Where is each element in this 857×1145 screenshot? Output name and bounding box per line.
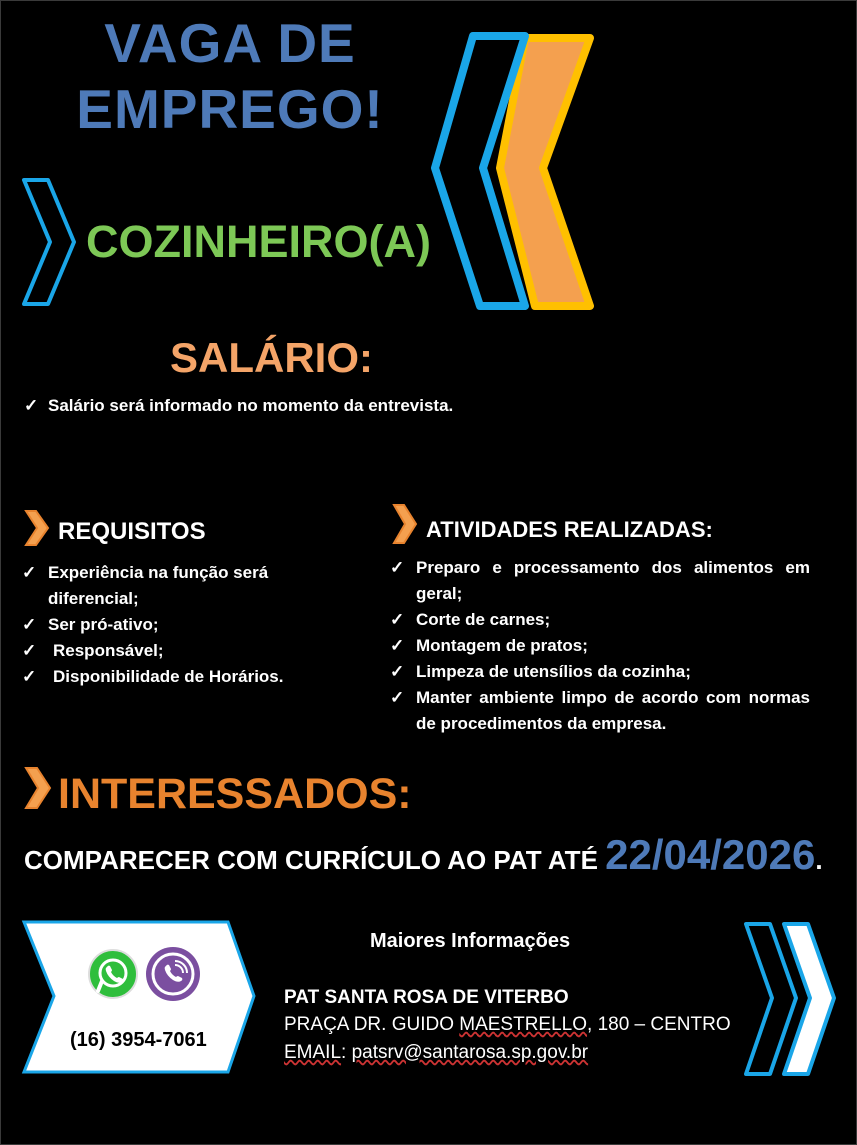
- activity-text: Corte de carnes;: [416, 610, 551, 629]
- job-title: COZINHEIRO(A): [86, 216, 431, 267]
- deadline-date: 22/04/2026: [605, 831, 816, 878]
- list-item: [22, 638, 312, 664]
- salary-heading: SALÁRIO:: [170, 334, 373, 381]
- checkmark-icon: ✓: [390, 688, 405, 707]
- phone-call-icon: [144, 945, 202, 1003]
- activity-text: Manter ambiente limpo de acordo com normas de procedimentos da empresa.: [416, 688, 810, 733]
- job-chevron-icon: [18, 176, 80, 308]
- address-street: MAESTRELLO: [459, 1014, 588, 1035]
- requirement-text: Experiência na função será diferencial;: [48, 563, 269, 608]
- interested-heading: INTERESSADOS:: [58, 770, 412, 818]
- interested-chevron-icon: [24, 766, 52, 810]
- address-line: [284, 1011, 731, 1039]
- list-item: [22, 612, 312, 638]
- checkmark-icon: ✓: [22, 641, 37, 660]
- poster-title: [60, 10, 400, 142]
- activity-text: Montagem de pratos;: [416, 636, 588, 655]
- list-item: [390, 555, 810, 607]
- phone-panel: [20, 918, 260, 1078]
- bottom-chevrons-icon: [740, 920, 842, 1080]
- list-item: [390, 659, 810, 685]
- instruction-text: COMPARECER COM CURRÍCULO AO PAT ATÉ: [24, 845, 598, 875]
- requirement-text: Responsável;: [53, 641, 164, 660]
- org-name: PAT SANTA ROSA DE VITERBO: [284, 987, 569, 1008]
- address-suffix: , 180 – CENTRO: [587, 1014, 731, 1035]
- checkmark-icon: ✓: [390, 662, 405, 681]
- email-address[interactable]: patsrv@santarosa.sp.gov.br: [351, 1042, 589, 1063]
- requirements-heading: REQUISITOS: [58, 518, 206, 545]
- checkmark-icon: ✓: [22, 667, 37, 686]
- list-item: [390, 607, 810, 633]
- requirements-chevron-icon: [24, 509, 50, 547]
- activity-text: Limpeza de utensílios da cozinha;: [416, 662, 691, 681]
- requirements-list: [22, 560, 312, 690]
- requirement-text: Ser pró-ativo;: [48, 615, 159, 634]
- checkmark-icon: ✓: [390, 636, 405, 655]
- activities-list: [390, 555, 810, 737]
- checkmark-icon: ✓: [22, 615, 37, 634]
- activity-text: Preparo e processamento dos alimentos em geral;: [416, 558, 810, 603]
- list-item: [22, 560, 312, 612]
- checkmark-icon: ✓: [24, 396, 39, 415]
- list-item: [22, 664, 312, 690]
- phone-number: (16) 3954-7061: [70, 1029, 207, 1051]
- email-separator: :: [341, 1042, 352, 1063]
- decorative-chevrons-icon: [425, 28, 605, 318]
- title-line-2: EMPREGO!: [76, 78, 384, 140]
- info-heading: Maiores Informações: [370, 930, 571, 952]
- email-label: EMAIL: [284, 1042, 342, 1063]
- address-prefix: PRAÇA DR. GUIDO: [284, 1014, 460, 1035]
- whatsapp-icon: [86, 947, 140, 1001]
- salary-note-row: [24, 393, 453, 419]
- activities-heading: ATIVIDADES REALIZADAS:: [426, 517, 713, 542]
- instruction-line: [24, 830, 823, 885]
- checkmark-icon: ✓: [390, 610, 405, 629]
- instruction-period: .: [815, 845, 823, 875]
- checkmark-icon: ✓: [390, 558, 405, 577]
- requirement-text: Disponibilidade de Horários.: [53, 667, 284, 686]
- salary-note: Salário será informado no momento da entrevista.: [48, 396, 454, 415]
- checkmark-icon: ✓: [22, 563, 37, 582]
- list-item: [390, 633, 810, 659]
- activities-chevron-icon: [392, 503, 418, 545]
- list-item: [390, 685, 810, 737]
- email-line: [284, 1039, 588, 1067]
- title-line-1: VAGA DE: [104, 12, 356, 74]
